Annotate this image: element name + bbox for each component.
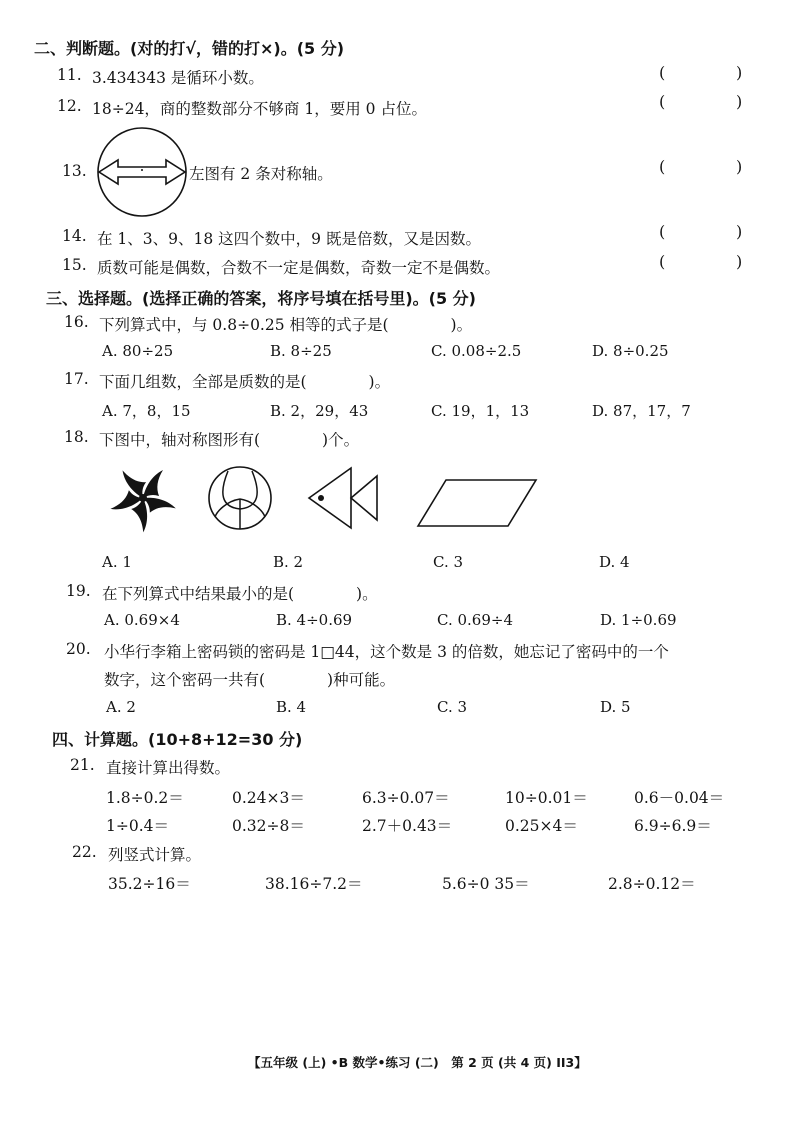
answer-paren-right: ) [736,157,743,176]
option-d: D. 87，17，7 [592,402,691,420]
calc-item: 10÷0.01＝ [505,789,588,807]
calc-item: 0.25×4＝ [505,817,578,835]
question-text: 质数可能是偶数，合数不一定是偶数，奇数一定不是偶数。 [97,259,501,277]
section-4-title: 四、计算题。(10+8+12=30 分) [52,730,303,749]
calc-item: 6.9÷6.9＝ [634,817,712,835]
question-text: 在下列算式中结果最小的是( )。 [102,585,378,603]
option-d: D. 1÷0.69 [600,611,677,629]
circle-arcs-figure [207,465,273,531]
answer-paren-left: ( [659,222,666,241]
option-a: A. 0.69×4 [104,611,180,629]
option-d: D. 8÷0.25 [592,342,669,360]
option-b: B. 4÷0.69 [276,611,353,629]
answer-paren-right: ) [736,92,743,111]
question-text-line-2: 数字，这个密码一共有( )种可能。 [104,671,396,689]
answer-paren-right: ) [736,252,743,271]
fish-figure [307,466,381,530]
calc-item: 6.3÷0.07＝ [362,789,450,807]
question-number: 14. [62,227,87,245]
calc-item: 0.32÷8＝ [232,817,305,835]
calc-item: 1.8÷0.2＝ [106,789,184,807]
option-c: C. 3 [433,553,464,571]
option-a: A. 80÷25 [102,342,174,360]
option-c: C. 3 [437,698,468,716]
option-c: C. 0.08÷2.5 [431,342,522,360]
question-number: 18. [64,428,89,446]
answer-paren-left: ( [659,92,666,111]
option-b: B. 8÷25 [270,342,332,360]
question-number: 19. [66,582,91,600]
option-b: B. 2 [273,553,304,571]
question-text-line-1: 小华行李箱上密码锁的密码是 1□44，这个数是 3 的倍数，她忘记了密码中的一个 [104,643,669,661]
question-text: 左图有 2 条对称轴。 [189,165,333,183]
answer-paren-right: ) [736,63,743,82]
option-a: A. 7，8，15 [102,402,191,420]
question-number: 16. [64,313,89,331]
question-number: 20. [66,640,91,658]
pinwheel-figure [110,465,176,531]
circle-arrow-figure [96,127,188,217]
question-number: 13. [62,162,87,180]
option-b: B. 2，29，43 [270,402,369,420]
question-number: 12. [57,97,82,115]
option-d: D. 4 [599,553,630,571]
question-text: 18÷24，商的整数部分不够商 1，要用 0 占位。 [92,100,427,118]
question-number: 15. [62,256,87,274]
option-d: D. 5 [600,698,631,716]
answer-paren-left: ( [659,157,666,176]
calc-item: 1÷0.4＝ [106,817,169,835]
calc-item: 38.16÷7.2＝ [265,875,363,893]
option-a: A. 2 [106,698,136,716]
option-c: C. 19，1，13 [431,402,530,420]
calc-item: 2.8÷0.12＝ [608,875,696,893]
option-a: A. 1 [102,553,132,571]
question-text: 直接计算出得数。 [106,759,231,777]
answer-paren-left: ( [659,63,666,82]
question-number: 11. [57,66,82,84]
question-text: 3.434343 是循环小数。 [92,69,264,87]
question-number: 22. [72,843,97,861]
calc-item: 5.6÷0 35＝ [442,875,530,893]
option-c: C. 0.69÷4 [437,611,513,629]
question-number: 21. [70,756,95,774]
question-text: 在 1、3、9、18 这四个数中，9 既是倍数，又是因数。 [97,230,481,248]
parallelogram-figure [416,478,538,528]
section-2-title: 二、判断题。(对的打√，错的打×)。(5 分) [34,39,345,58]
calc-item: 35.2÷16＝ [108,875,191,893]
answer-paren-right: ) [736,222,743,241]
question-text: 下面几组数，全部是质数的是( )。 [99,373,391,391]
question-text: 下列算式中，与 0.8÷0.25 相等的式子是( )。 [99,316,473,334]
question-text: 下图中，轴对称图形有( )个。 [99,431,360,449]
calc-item: 0.6－0.04＝ [634,789,725,807]
section-3-title: 三、选择题。(选择正确的答案，将序号填在括号里)。(5 分) [46,289,476,308]
question-text: 列竖式计算。 [108,846,202,864]
calc-item: 2.7＋0.43＝ [362,817,453,835]
page-footer: 【五年级 (上) •B 数学•练习 (二) 第 2 页 (共 4 页) II3】 [248,1055,587,1070]
option-b: B. 4 [276,698,307,716]
calc-item: 0.24×3＝ [232,789,305,807]
question-number: 17. [64,370,89,388]
answer-paren-left: ( [659,252,666,271]
